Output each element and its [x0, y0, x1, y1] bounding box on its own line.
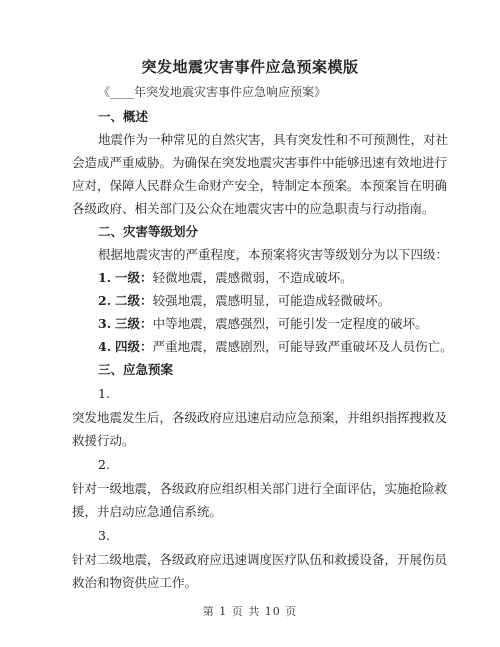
- level-number: 3.: [98, 316, 112, 331]
- plan-item-number: 1.: [98, 386, 110, 401]
- level-item: [98, 269, 353, 287]
- section-heading-levels: 二、灾害等级划分: [98, 224, 199, 239]
- paragraph-line: 地震作为一种常见的自然灾害，具有突发性和不可预测性，对社: [98, 132, 449, 147]
- paragraph-line: 针对一级地震，各级政府应组织相关部门进行全面评估，实施抢险救: [72, 481, 448, 496]
- paragraph-line: 会造成严重威胁。为确保在突发地震灾害事件中能够迅速有效地进行: [72, 155, 448, 170]
- level-number: 2.: [98, 293, 112, 308]
- paragraph-line: 各级政府、相关部门及公众在地震灾害中的应急职责与行动指南。: [72, 201, 435, 216]
- paragraph-line: 根据地震灾害的严重程度，本预案将灾害等级划分为以下四级：: [98, 247, 449, 262]
- plan-item-number: 2.: [98, 457, 110, 472]
- level-item: [98, 338, 453, 356]
- paragraph-line: 突发地震发生后，各级政府应迅速启动应急预案，并组织指挥搜救及: [72, 410, 448, 425]
- level-text: 严重地震，震感剧烈，可能导致严重破坏及人员伤亡。: [152, 339, 453, 354]
- level-text: 轻微地震，震感微弱，不造成破坏。: [152, 270, 353, 285]
- level-number: 1.: [98, 270, 112, 285]
- plan-item-number: 3.: [98, 528, 110, 543]
- level-label: 四级：: [115, 339, 153, 354]
- level-item: [98, 315, 428, 333]
- paragraph-line: 针对二级地震，各级政府应迅速调度医疗队伍和救援设备，开展伤员: [72, 552, 448, 567]
- level-label: 三级：: [115, 316, 153, 331]
- paragraph-line: 救治和物资供应工作。: [72, 575, 198, 590]
- level-number: 4.: [98, 339, 112, 354]
- paragraph-line: 应对，保障人民群众生命财产安全，特制定本预案。本预案旨在明确: [72, 178, 448, 193]
- level-item: [98, 292, 390, 310]
- paragraph-line: 救援行动。: [72, 433, 135, 448]
- document-title: 突发地震灾害事件应急预案模版: [141, 58, 359, 76]
- level-text: 较强地震，震感明显，可能造成轻微破坏。: [152, 293, 391, 308]
- level-text: 中等地震，震感强烈，可能引发一定程度的破坏。: [152, 316, 428, 331]
- document-subtitle: 《____年突发地震灾害事件应急响应预案》: [98, 85, 327, 99]
- level-label: 二级：: [115, 293, 153, 308]
- level-label: 一级：: [115, 270, 153, 285]
- section-heading-overview: 一、概述: [98, 109, 149, 124]
- section-heading-plan: 三、应急预案: [98, 362, 174, 377]
- paragraph-line: 援，并启动应急通信系统。: [72, 504, 223, 519]
- page-number-footer: 第 1 页 共 10 页: [202, 605, 298, 618]
